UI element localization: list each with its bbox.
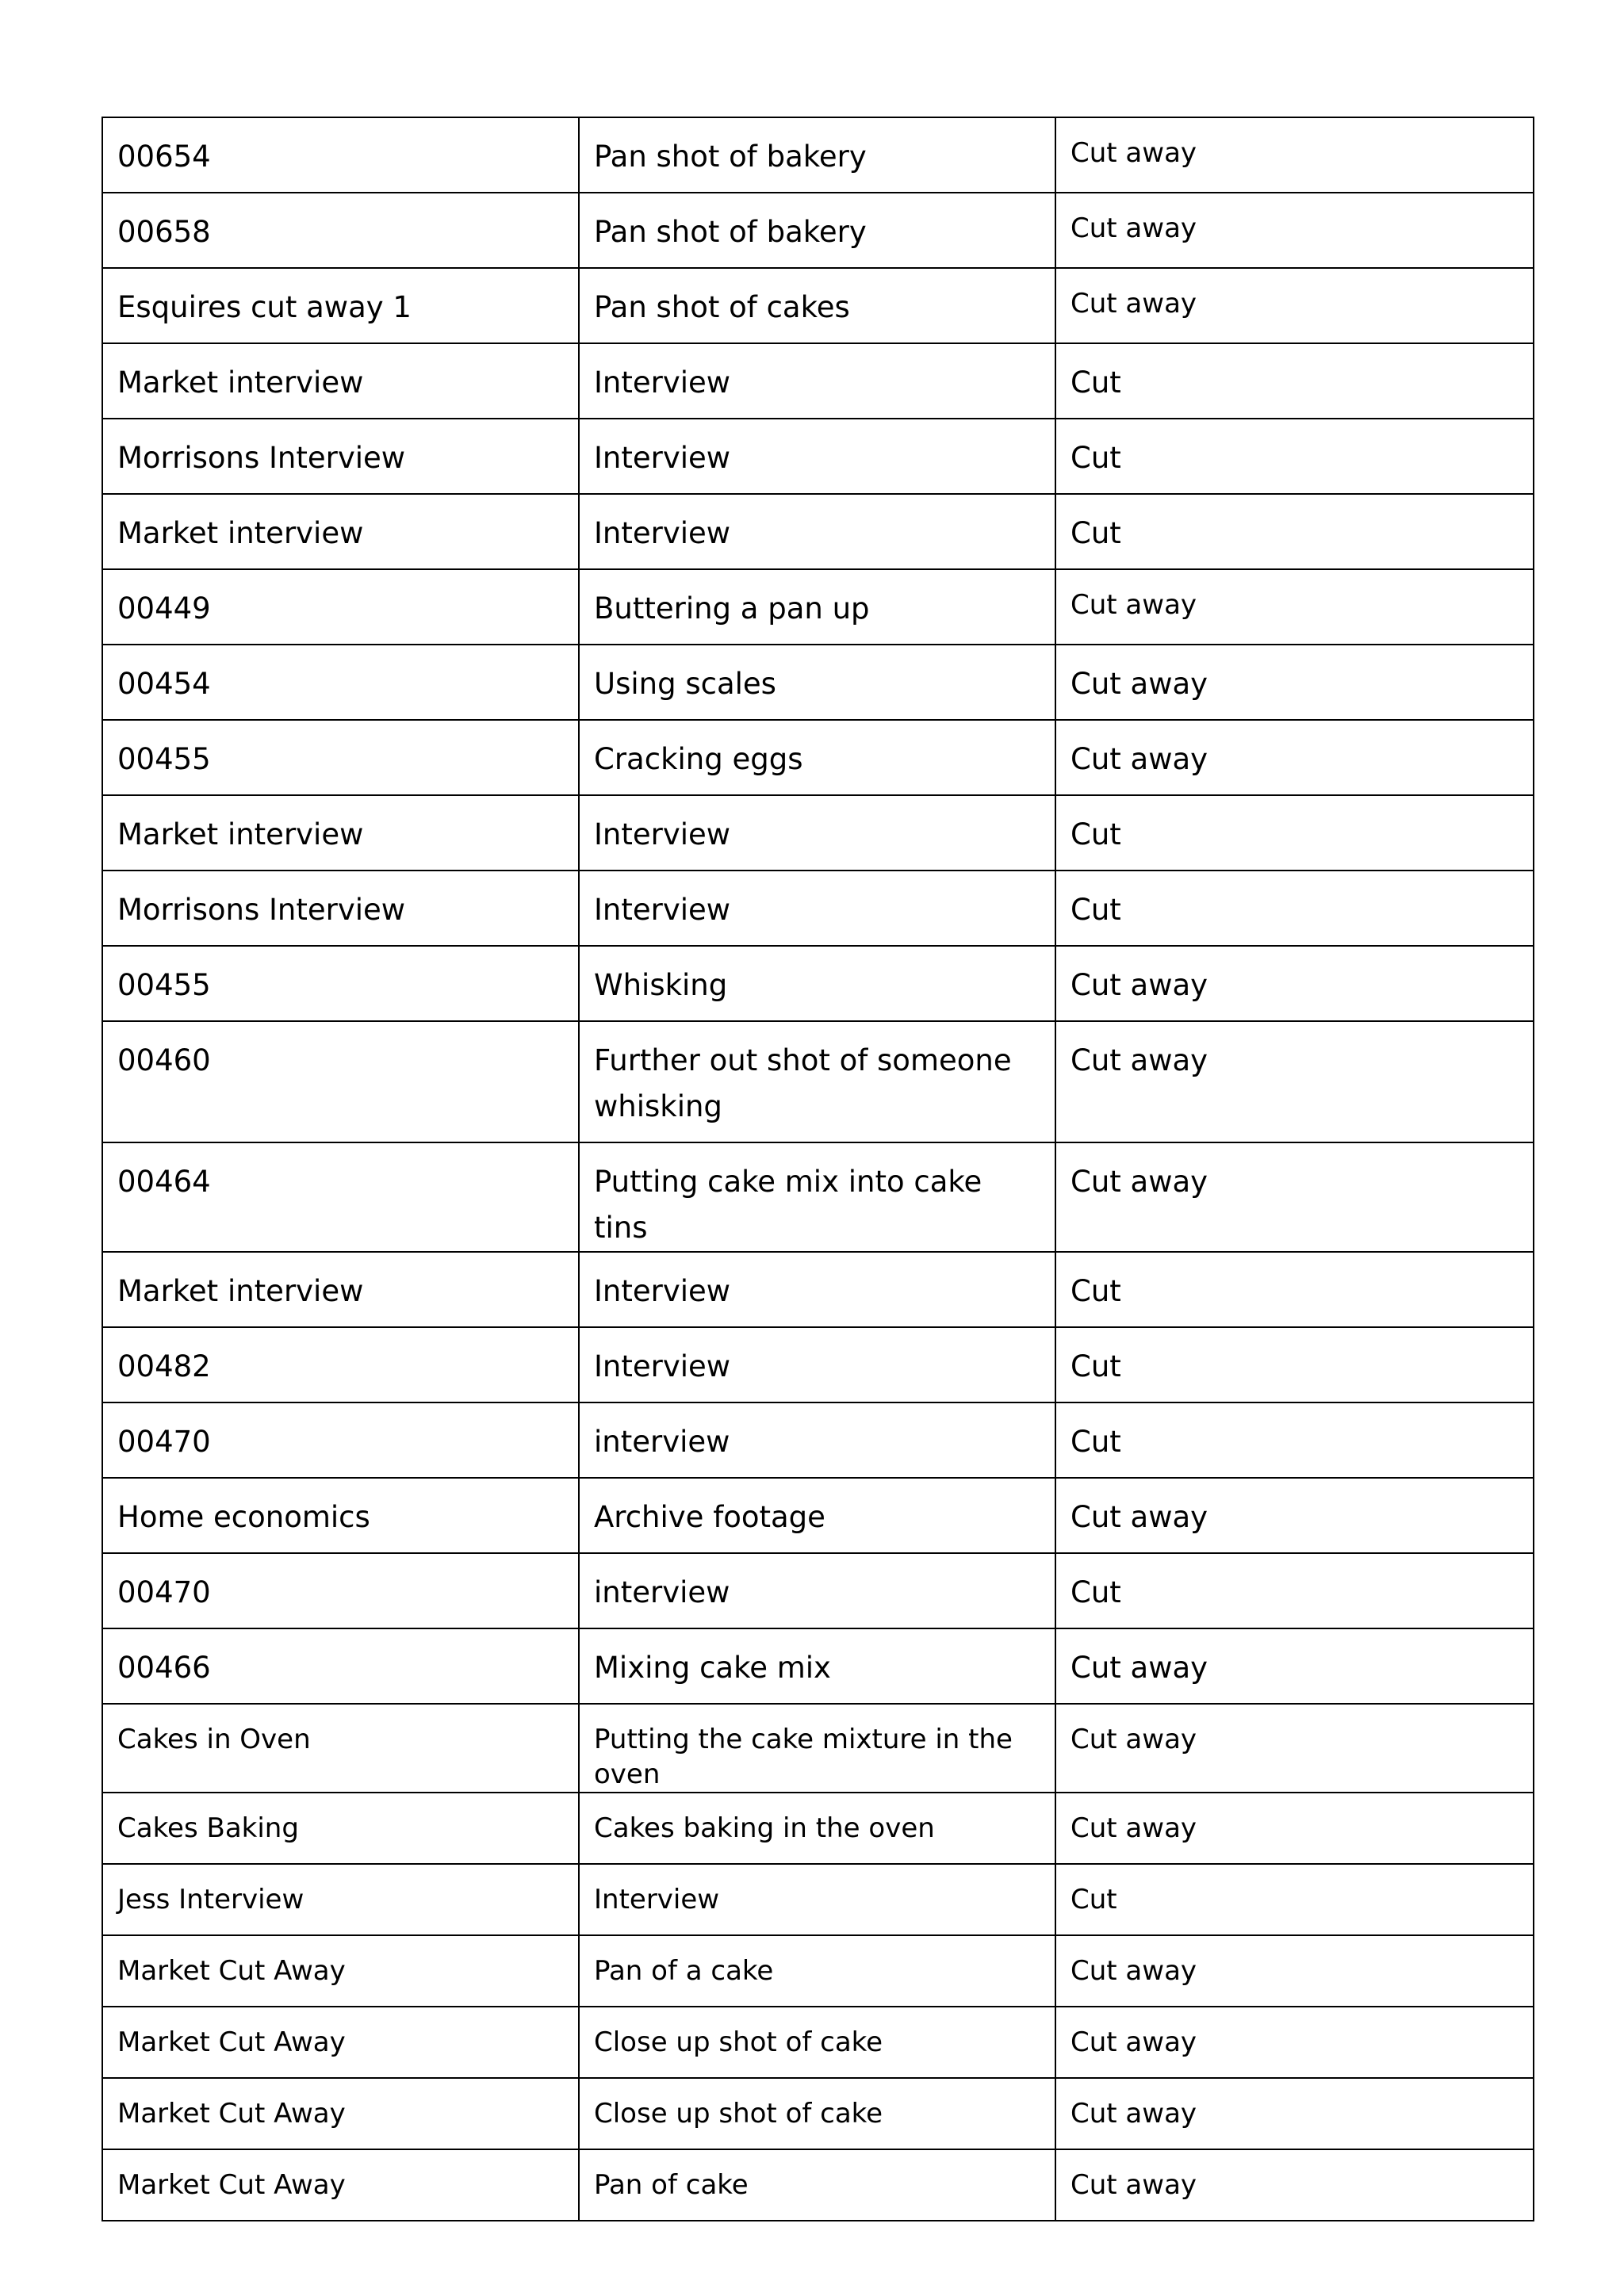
clip-cell: 00455: [102, 720, 579, 795]
table-row: [102, 720, 1534, 795]
description-cell: Close up shot of cake: [579, 2007, 1055, 2078]
description-cell: interview: [579, 1402, 1055, 1478]
table-row: [102, 494, 1534, 569]
table-row: [102, 117, 1534, 193]
description-cell: Mixing cake mix: [579, 1628, 1055, 1704]
description-cell: Further out shot of someone whisking: [579, 1021, 1055, 1142]
clip-cell: 00466: [102, 1628, 579, 1704]
shot-type-cell: Cut away: [1055, 1704, 1534, 1793]
description-cell: Pan shot of bakery: [579, 193, 1055, 268]
description-cell: Pan shot of bakery: [579, 117, 1055, 193]
description-cell: Close up shot of cake: [579, 2078, 1055, 2149]
table-row: [102, 871, 1534, 946]
description-cell: Putting cake mix into cake tins: [579, 1142, 1055, 1252]
clip-cell: 00460: [102, 1021, 579, 1142]
description-cell: interview: [579, 1553, 1055, 1628]
table-row: [102, 2007, 1534, 2078]
description-cell: Whisking: [579, 946, 1055, 1021]
clip-cell: Market interview: [102, 494, 579, 569]
clip-cell: 00454: [102, 645, 579, 720]
clip-cell: Morrisons Interview: [102, 419, 579, 494]
shot-type-cell: Cut away: [1055, 2007, 1534, 2078]
shot-type-cell: Cut away: [1055, 569, 1534, 645]
description-cell: Interview: [579, 795, 1055, 871]
table-row: [102, 1793, 1534, 1864]
description-cell: Using scales: [579, 645, 1055, 720]
shot-type-cell: Cut: [1055, 1553, 1534, 1628]
description-cell: Interview: [579, 1327, 1055, 1402]
table-row: [102, 2078, 1534, 2149]
table-row: [102, 268, 1534, 343]
clip-cell: Cakes in Oven: [102, 1704, 579, 1793]
shot-type-cell: Cut: [1055, 1252, 1534, 1327]
clip-cell: 00470: [102, 1553, 579, 1628]
description-cell: Pan of a cake: [579, 1935, 1055, 2007]
table-row: [102, 645, 1534, 720]
table-row: [102, 1327, 1534, 1402]
table-row: [102, 1628, 1534, 1704]
shot-type-cell: Cut: [1055, 871, 1534, 946]
shot-type-cell: Cut away: [1055, 1142, 1534, 1252]
table-row: [102, 1935, 1534, 2007]
shot-log-table: [102, 117, 1534, 2221]
table-row: [102, 1402, 1534, 1478]
shot-type-cell: Cut away: [1055, 946, 1534, 1021]
table-row: [102, 343, 1534, 419]
clip-cell: 00449: [102, 569, 579, 645]
shot-type-cell: Cut away: [1055, 117, 1534, 193]
shot-type-cell: Cut away: [1055, 1021, 1534, 1142]
clip-cell: Market Cut Away: [102, 2078, 579, 2149]
clip-cell: 00470: [102, 1402, 579, 1478]
description-cell: Interview: [579, 1252, 1055, 1327]
description-cell: Buttering a pan up: [579, 569, 1055, 645]
table-row: [102, 569, 1534, 645]
description-cell: Pan of cake: [579, 2149, 1055, 2221]
table-row: [102, 1704, 1534, 1793]
description-cell: Cakes baking in the oven: [579, 1793, 1055, 1864]
shot-type-cell: Cut away: [1055, 1935, 1534, 2007]
clip-cell: 00658: [102, 193, 579, 268]
shot-type-cell: Cut: [1055, 1327, 1534, 1402]
description-cell: Interview: [579, 419, 1055, 494]
description-cell: Pan shot of cakes: [579, 268, 1055, 343]
shot-type-cell: Cut away: [1055, 720, 1534, 795]
clip-cell: Market Cut Away: [102, 2007, 579, 2078]
clip-cell: Esquires cut away 1: [102, 268, 579, 343]
table-row: [102, 1142, 1534, 1252]
clip-cell: 00464: [102, 1142, 579, 1252]
shot-type-cell: Cut: [1055, 419, 1534, 494]
table-row: [102, 946, 1534, 1021]
table-row: [102, 1478, 1534, 1553]
clip-cell: Cakes Baking: [102, 1793, 579, 1864]
clip-cell: Morrisons Interview: [102, 871, 579, 946]
table-row: [102, 1864, 1534, 1935]
table-row: [102, 419, 1534, 494]
shot-type-cell: Cut away: [1055, 2149, 1534, 2221]
table-row: [102, 193, 1534, 268]
description-cell: Cracking eggs: [579, 720, 1055, 795]
shot-type-cell: Cut: [1055, 795, 1534, 871]
shot-type-cell: Cut away: [1055, 268, 1534, 343]
clip-cell: Market interview: [102, 1252, 579, 1327]
description-cell: Archive footage: [579, 1478, 1055, 1553]
shot-type-cell: Cut away: [1055, 2078, 1534, 2149]
table-row: [102, 795, 1534, 871]
shot-type-cell: Cut away: [1055, 645, 1534, 720]
clip-cell: Market Cut Away: [102, 2149, 579, 2221]
description-cell: Interview: [579, 343, 1055, 419]
shot-type-cell: Cut away: [1055, 1793, 1534, 1864]
description-cell: Putting the cake mixture in the oven: [579, 1704, 1055, 1793]
shot-type-cell: Cut: [1055, 494, 1534, 569]
clip-cell: Market interview: [102, 343, 579, 419]
shot-type-cell: Cut away: [1055, 1478, 1534, 1553]
shot-log-body: [102, 117, 1534, 2221]
table-row: [102, 1021, 1534, 1142]
clip-cell: 00654: [102, 117, 579, 193]
shot-type-cell: Cut away: [1055, 1628, 1534, 1704]
description-cell: Interview: [579, 871, 1055, 946]
table-row: [102, 1553, 1534, 1628]
description-cell: Interview: [579, 494, 1055, 569]
shot-type-cell: Cut: [1055, 1402, 1534, 1478]
clip-cell: 00482: [102, 1327, 579, 1402]
clip-cell: Home economics: [102, 1478, 579, 1553]
shot-type-cell: Cut away: [1055, 193, 1534, 268]
shot-type-cell: Cut: [1055, 1864, 1534, 1935]
clip-cell: 00455: [102, 946, 579, 1021]
shot-type-cell: Cut: [1055, 343, 1534, 419]
table-row: [102, 1252, 1534, 1327]
clip-cell: Market Cut Away: [102, 1935, 579, 2007]
clip-cell: Market interview: [102, 795, 579, 871]
description-cell: Interview: [579, 1864, 1055, 1935]
clip-cell: Jess Interview: [102, 1864, 579, 1935]
table-row: [102, 2149, 1534, 2221]
